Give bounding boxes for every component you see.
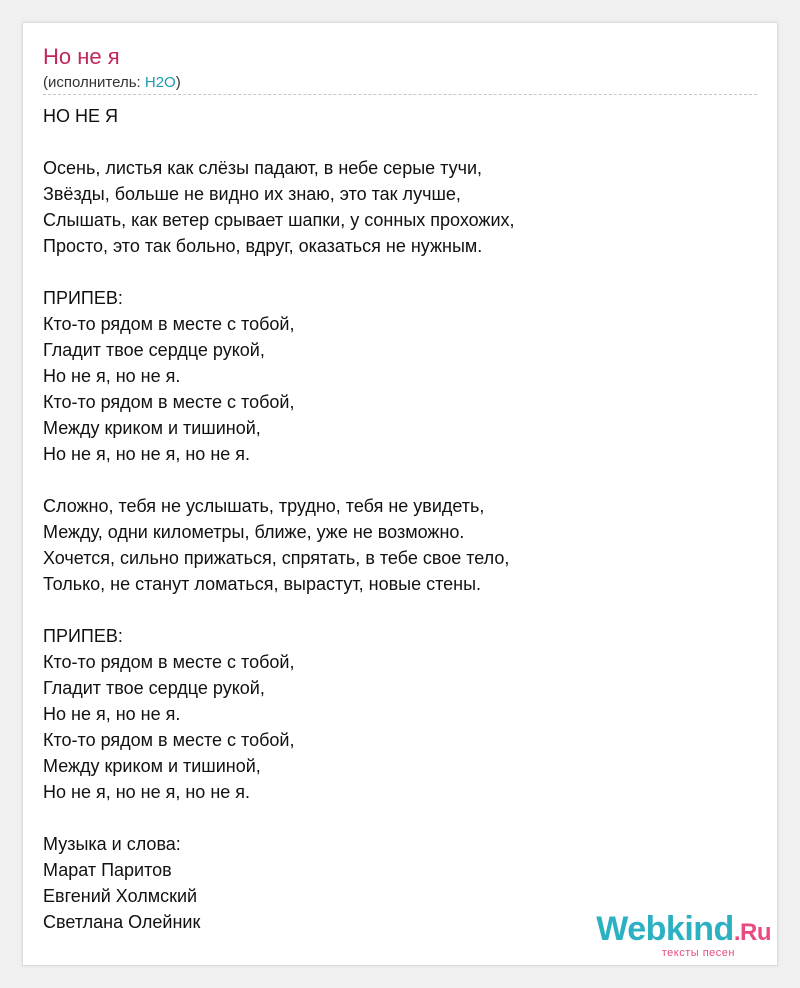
lyric-line xyxy=(43,129,515,155)
artist-link[interactable]: H2O xyxy=(144,74,176,91)
lyric-line: Кто-то рядом в месте с тобой, xyxy=(43,652,295,672)
lyric-line xyxy=(43,259,515,285)
lyric-line: Светлана Олейник xyxy=(43,912,201,932)
lyric-line: Осень, листья как слёзы падают, в небе серые тучи, xyxy=(43,158,483,178)
lyric-line: Между криком и тишиной, xyxy=(43,756,261,776)
lyric-line: Но не я, но не я, но не я. xyxy=(43,444,251,464)
lyric-line: Сложно, тебя не услышать, трудно, тебя не увидеть, xyxy=(43,496,485,516)
lyric-line: Хочется, сильно прижаться, спрятать, в тебе свое тело, xyxy=(43,548,510,568)
lyric-line: Музыка и слова: xyxy=(43,834,181,854)
lyrics-card xyxy=(22,22,778,966)
artist-suffix: ) xyxy=(175,74,181,91)
lyric-line: Кто-то рядом в месте с тобой, xyxy=(43,730,295,750)
lyric-line: Гладит твое сердце рукой, xyxy=(43,340,265,360)
lyric-line xyxy=(43,805,515,831)
lyric-line xyxy=(43,467,515,493)
lyric-line: Но не я, но не я. xyxy=(43,704,181,724)
logo-tagline: тексты песен xyxy=(661,947,735,959)
lyric-line: Просто, это так больно, вдруг, оказаться не нужным. xyxy=(43,236,483,256)
lyric-line: Кто-то рядом в месте с тобой, xyxy=(43,314,295,334)
lyric-line: ПРИПЕВ: xyxy=(43,288,123,308)
lyric-line: Марат Паритов xyxy=(43,860,172,880)
lyric-line: Только, не станут ломаться, вырастут, новые стены. xyxy=(43,574,482,594)
lyric-line: Слышать, как ветер срывает шапки, у сонных прохожих, xyxy=(43,210,515,230)
lyric-line: НО НЕ Я xyxy=(43,106,119,126)
artist-line xyxy=(43,73,181,93)
lyric-line: Евгений Холмский xyxy=(43,886,198,906)
artist-prefix: (исполнитель: xyxy=(43,74,145,91)
lyric-line: Но не я, но не я, но не я. xyxy=(43,782,251,802)
webkind-logo[interactable] xyxy=(596,911,771,959)
lyric-line: Между, одни километры, ближе, уже не возможно. xyxy=(43,522,465,542)
logo-brand: Webkind xyxy=(596,910,734,948)
lyric-line: Кто-то рядом в месте с тобой, xyxy=(43,392,295,412)
lyric-line xyxy=(43,597,515,623)
lyric-line: Между криком и тишиной, xyxy=(43,418,261,438)
lyrics-text xyxy=(43,103,515,935)
lyric-line: Гладит твое сердце рукой, xyxy=(43,678,265,698)
divider xyxy=(43,94,757,95)
lyric-line: Но не я, но не я. xyxy=(43,366,181,386)
logo-domain: .Ru xyxy=(733,919,771,946)
lyric-line: ПРИПЕВ: xyxy=(43,626,123,646)
song-title: Но не я xyxy=(43,44,120,69)
lyric-line: Звёзды, больше не видно их знаю, это так лучше, xyxy=(43,184,461,204)
